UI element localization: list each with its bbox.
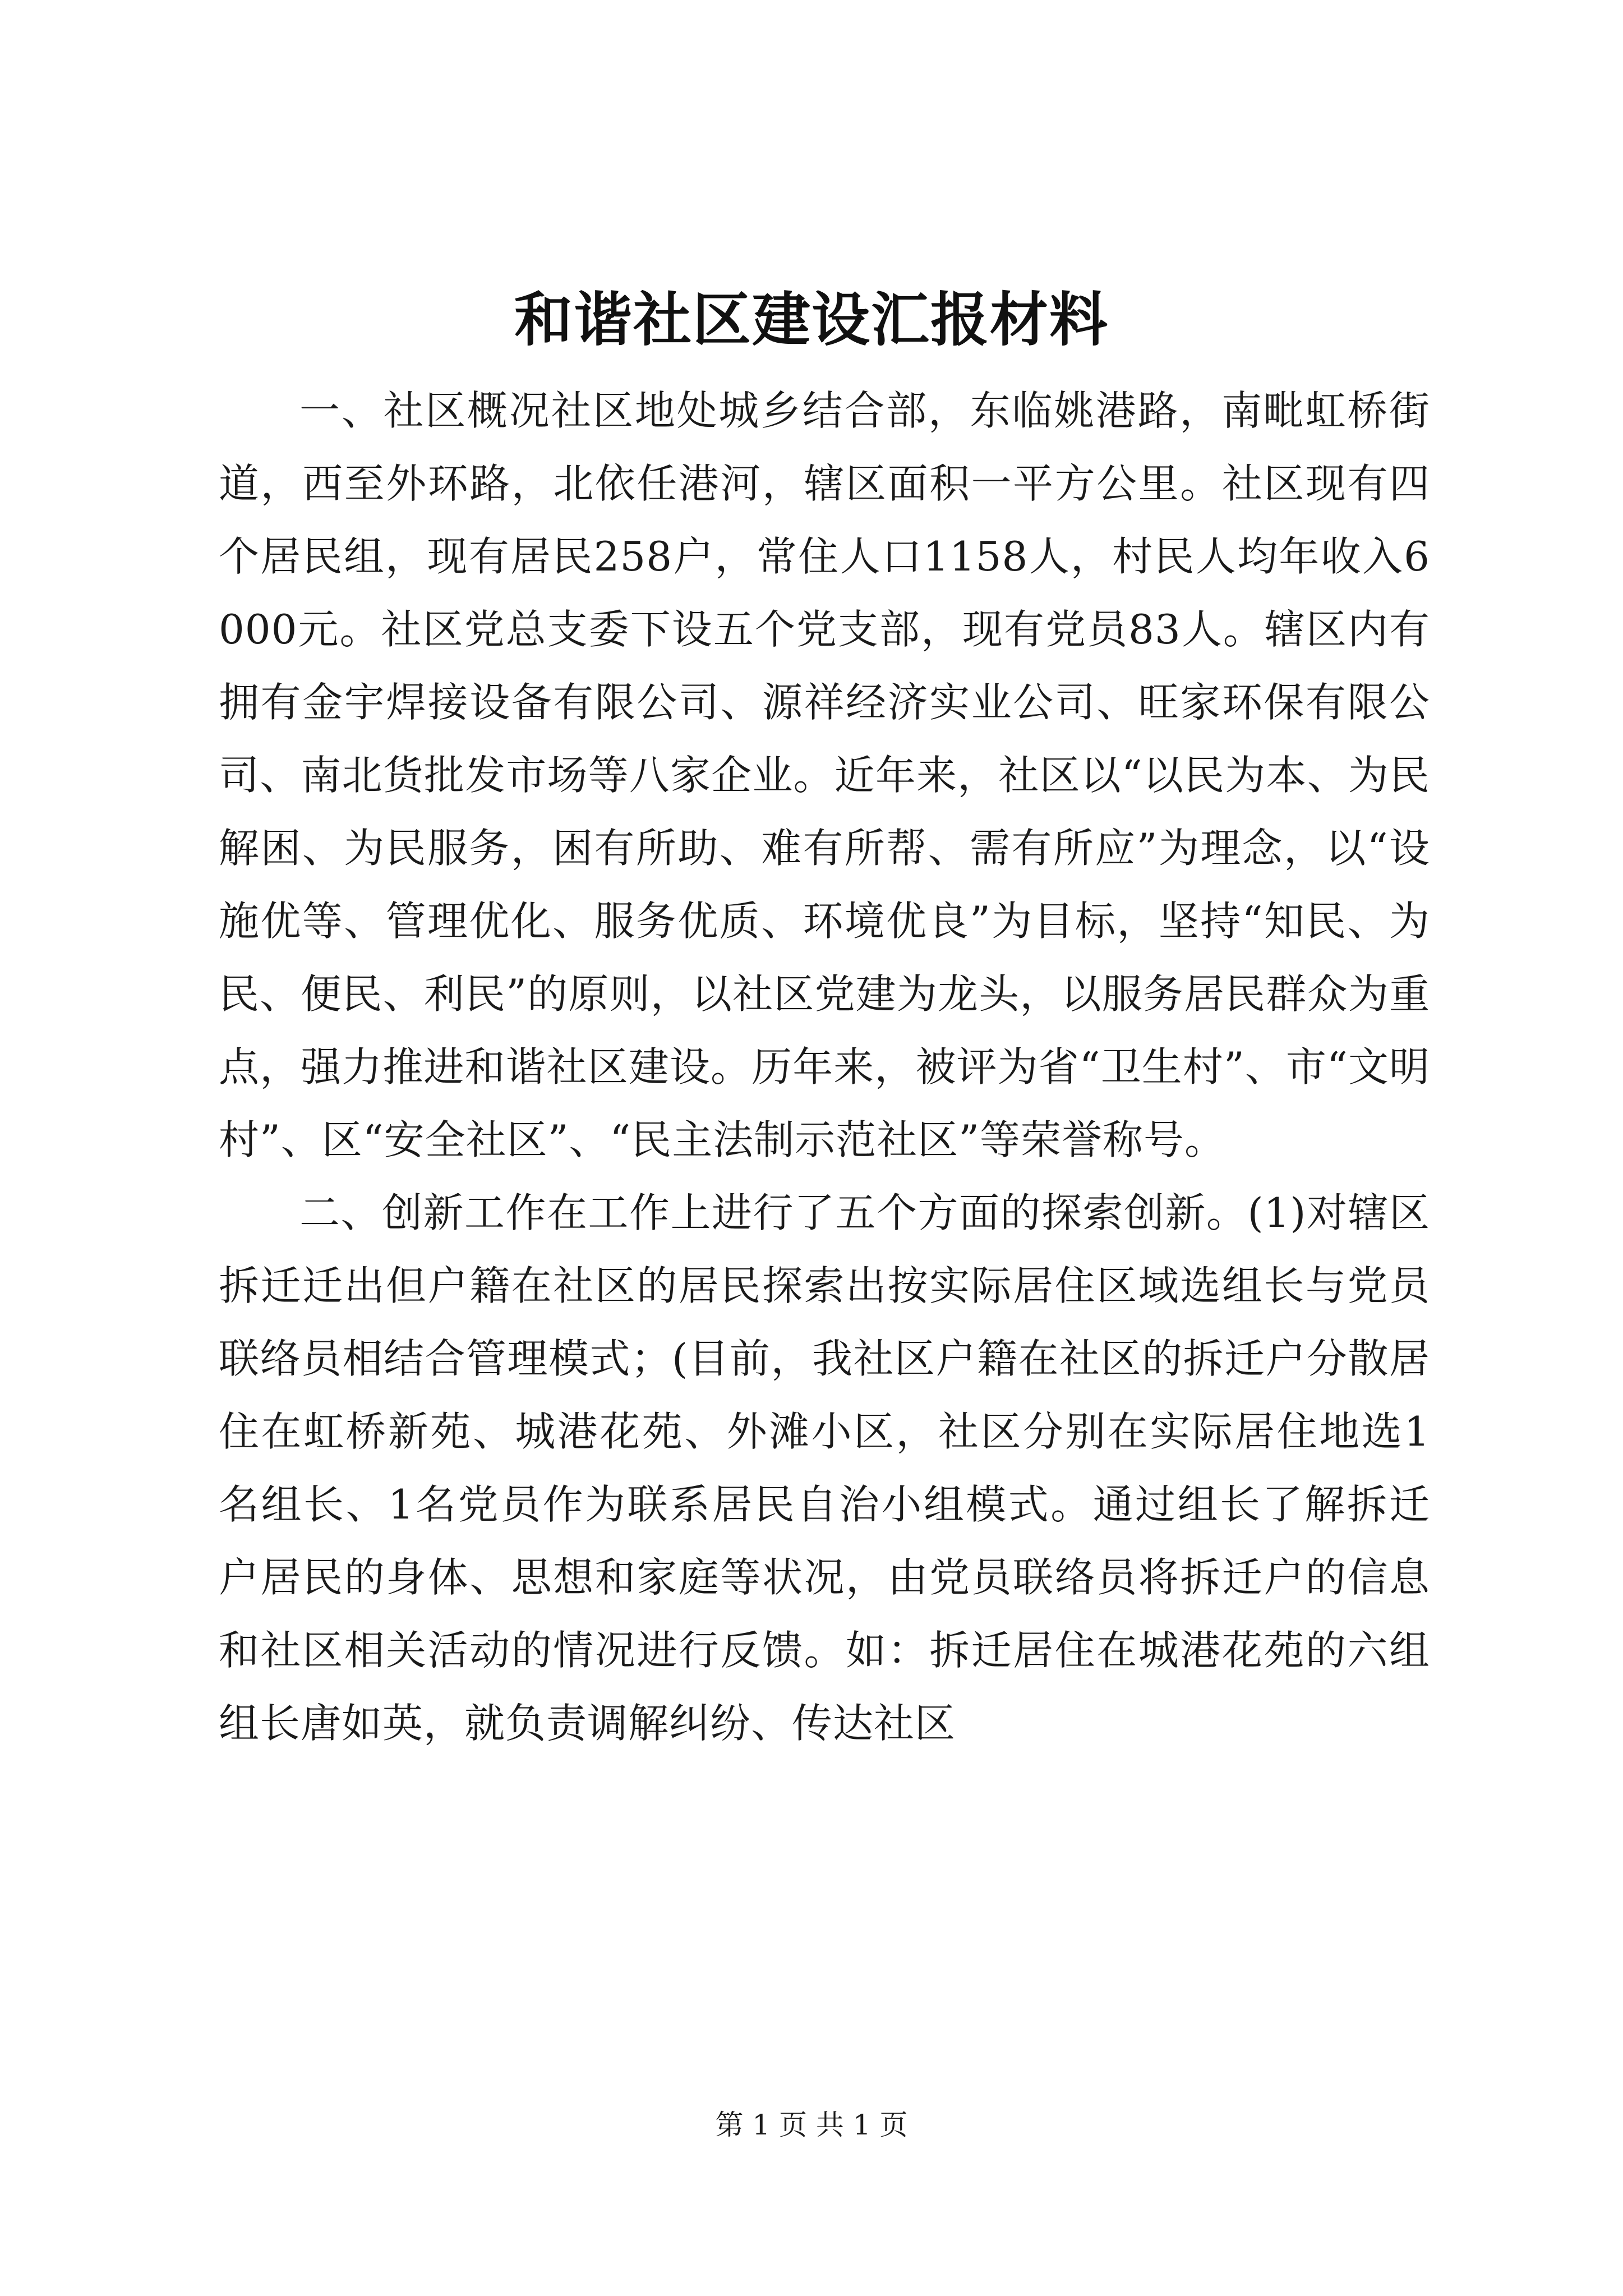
paragraph-innovation: 二、创新工作在工作上进行了五个方面的探索创新。(1)对辖区拆迁迁出但户籍在社区的居民探索出按实际居住区域选组长与党员联络员相结合管理模式；(目前，我社区户籍在社区的拆迁户分散居住在虹桥新苑、城港花苑、外滩小区，社区分别在实际居住地选1名组长、1名党员作为联系居民自治小组模式。通过组长了解拆迁户居民的身体、思想和家庭等状况，由党员联络员将拆迁户的信息和社区相关活动的情况进行反馈。如：拆迁居住在城港花苑的六组组长唐如英，就负责调解纠纷、传达社区 [219,1189,1430,1747]
document-body [219,374,1430,1760]
paragraph-overview: 一、社区概况社区地处城乡结合部，东临姚港路，南毗虹桥街道，西至外环路，北依任港河，辖区面积一平方公里。社区现有四个居民组，现有居民258户，常住人口1158人，村民人均年收入6000元。社区党总支委下设五个党支部，现有党员83人。辖区内有拥有金宇焊接设备有限公司、源祥经济实业公司、旺家环保有限公司、南北货批发市场等八家企业。近年来，社区以“以民为本、为民解困、为民服务，困有所助、难有所帮、需有所应”为理念，以“设施优等、管理优化、服务优质、环境优良”为目标，坚持“知民、为民、便民、利民”的原则，以社区党建为龙头，以服务居民群众为重点，强力推进和谐社区建设。历年来，被评为省“卫生村”、市“文明村”、区“安全社区”、“民主法制示范社区”等荣誉称号。 [219,387,1430,1163]
document-title: 和谐社区建设汇报材料 [514,285,1109,354]
page-footer: 第 1 页 共 1 页 [715,2109,908,2141]
